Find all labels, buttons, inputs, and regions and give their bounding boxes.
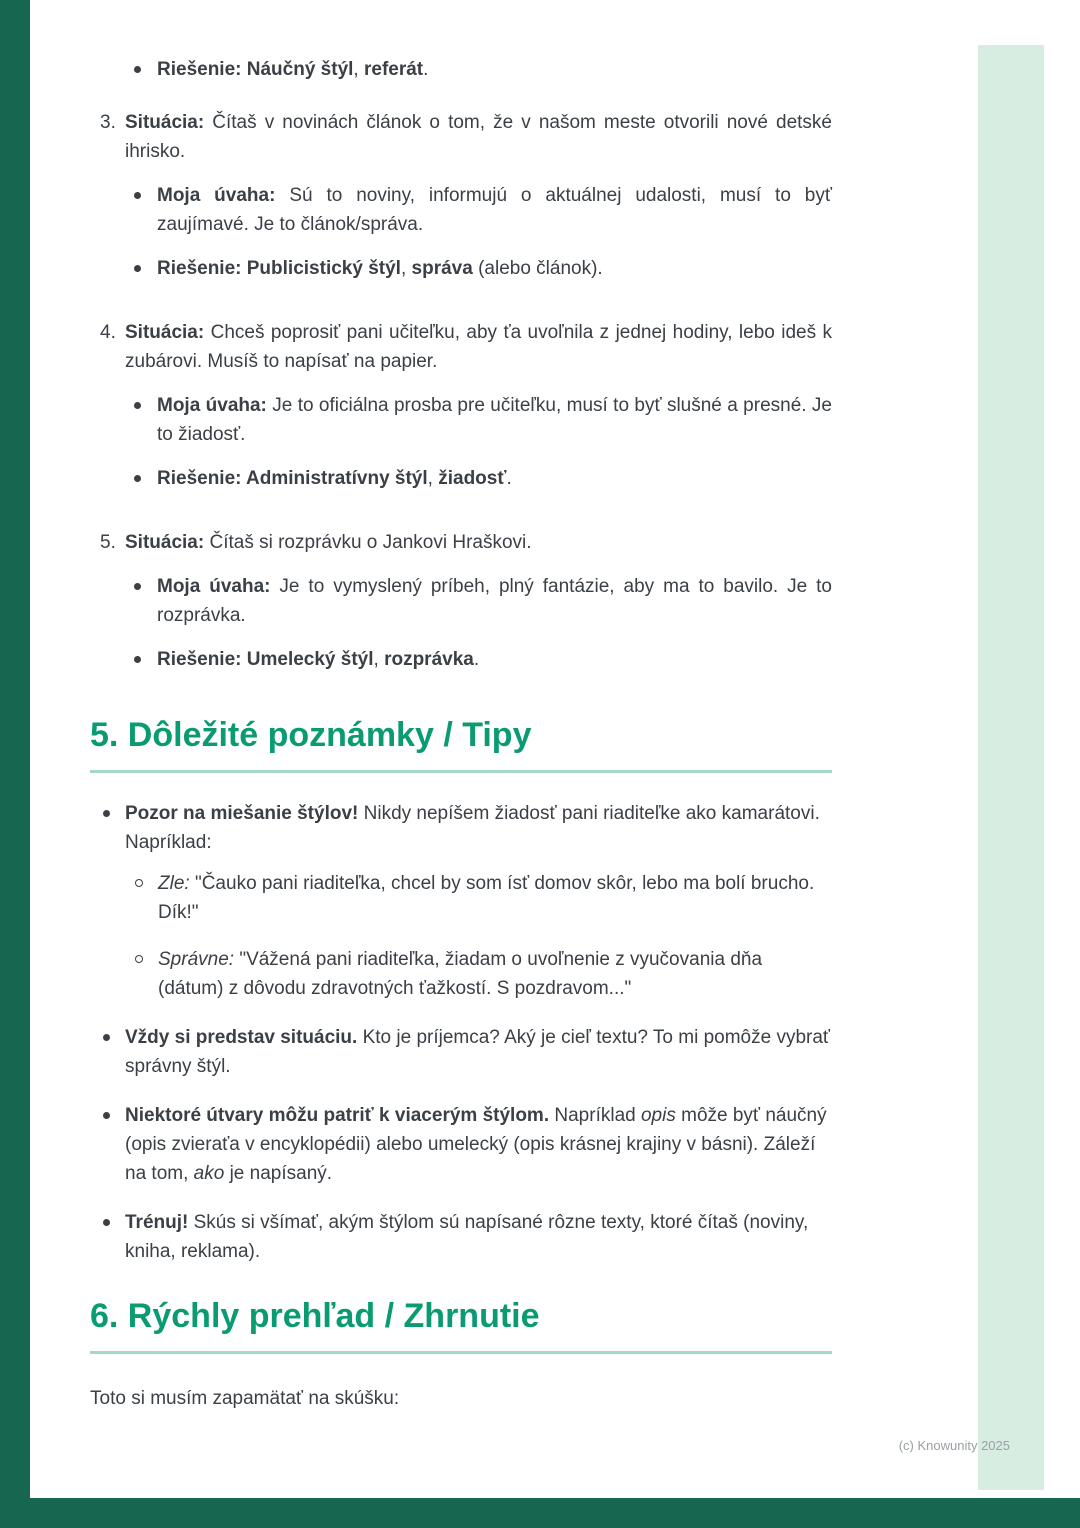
situation-body <box>125 318 832 508</box>
thought-text: Moja úvaha: Je to vymyslený príbeh, plný fantázie, aby ma to bavilo. Je to rozprávka. <box>157 576 832 626</box>
situation-text: Situácia: Chceš poprosiť pani učiteľku, aby ťa uvoľnila z jednej hodiny, lebo ideš k zubárovi. Musíš to napísať na papier. <box>125 322 832 372</box>
tips-section-heading: 5. Dôležité poznámky / Tipy <box>90 715 832 773</box>
example-wrong-item <box>125 869 832 927</box>
right-accent-strip <box>978 45 1044 1490</box>
list-number: 3. <box>100 112 116 133</box>
tip-text: Pozor na miešanie štýlov! Nikdy nepíšem žiadosť pani riaditeľke ako kamarátovi. Napríklad: <box>125 803 820 853</box>
list-number: 4. <box>100 322 116 343</box>
tip-examples <box>125 869 832 1003</box>
situation-text: Situácia: Čítaš si rozprávku o Jankovi Hraškovi. <box>125 532 532 553</box>
situation-body <box>125 528 832 689</box>
solution-text: Riešenie: Náučný štýl, referát. <box>157 59 429 80</box>
situations-list <box>90 108 832 689</box>
thought-item <box>125 391 832 449</box>
situation-notes <box>125 181 832 283</box>
thought-text: Moja úvaha: Sú to noviny, informujú o aktuálnej udalosti, musí to byť zaujímavé. Je to článok/správa. <box>157 185 832 235</box>
tips-list <box>90 799 832 1266</box>
thought-item <box>125 181 832 239</box>
situation-item-5 <box>90 528 832 689</box>
carryover-list <box>125 55 832 84</box>
solution-text: Riešenie: Administratívny štýl, žiadosť. <box>157 468 512 489</box>
solution-item <box>125 55 832 84</box>
situation-item-3 <box>90 108 832 298</box>
situation-notes <box>125 572 832 674</box>
summary-intro-text: Toto si musím zapamätať na skúšku: <box>90 1388 400 1409</box>
bottom-accent-bar <box>0 1498 1080 1528</box>
tip-item <box>90 1208 832 1266</box>
thought-text: Moja úvaha: Je to oficiálna prosba pre učiteľku, musí to byť slušné a presné. Je to žiadosť. <box>157 395 832 445</box>
tip-item <box>90 1023 832 1081</box>
situation-item-4 <box>90 318 832 508</box>
footer-credit: (c) Knowunity 2025 <box>898 1438 1010 1453</box>
solution-text: Riešenie: Publicistický štýl, správa (alebo článok). <box>157 258 603 279</box>
page-content <box>90 45 832 1413</box>
summary-section-heading: 6. Rýchly prehľad / Zhrnutie <box>90 1296 832 1354</box>
example-text: Správne: "Vážená pani riaditeľka, žiadam o uvoľnenie z vyučovania dňa (dátum) z dôvodu zdravotných ťažkostí. S pozdravom..." <box>158 949 763 999</box>
situation-notes <box>125 391 832 493</box>
tip-text: Trénuj! Skús si všímať, akým štýlom sú napísané rôzne texty, ktoré čítaš (noviny, kniha, reklama). <box>125 1212 809 1262</box>
tip-text: Niektoré útvary môžu patriť k viacerým štýlom. Napríklad opis môže byť náučný (opis zvieraťa v encyklopédii) alebo umelecký (opis krásnej krajiny v básni). Záleží na tom, ako je napísaný. <box>125 1105 827 1184</box>
solution-item <box>125 464 832 493</box>
thought-item <box>125 572 832 630</box>
list-number: 5. <box>100 532 116 553</box>
tip-text: Vždy si predstav situáciu. Kto je príjemca? Aký je cieľ textu? To mi pomôže vybrať správny štýl. <box>125 1027 831 1077</box>
left-accent-bar <box>0 0 30 1528</box>
example-right-item <box>125 945 832 1003</box>
solution-item <box>125 645 832 674</box>
solution-item <box>125 254 832 283</box>
situation-body <box>125 108 832 298</box>
tip-item <box>90 799 832 1003</box>
solution-text: Riešenie: Umelecký štýl, rozprávka. <box>157 649 480 670</box>
tip-item <box>90 1101 832 1188</box>
example-text: Zle: "Čauko pani riaditeľka, chcel by som ísť domov skôr, lebo ma bolí brucho. Dík!" <box>158 873 815 923</box>
situation-text: Situácia: Čítaš v novinách článok o tom, že v našom meste otvorili nové detské ihrisko. <box>125 112 832 162</box>
